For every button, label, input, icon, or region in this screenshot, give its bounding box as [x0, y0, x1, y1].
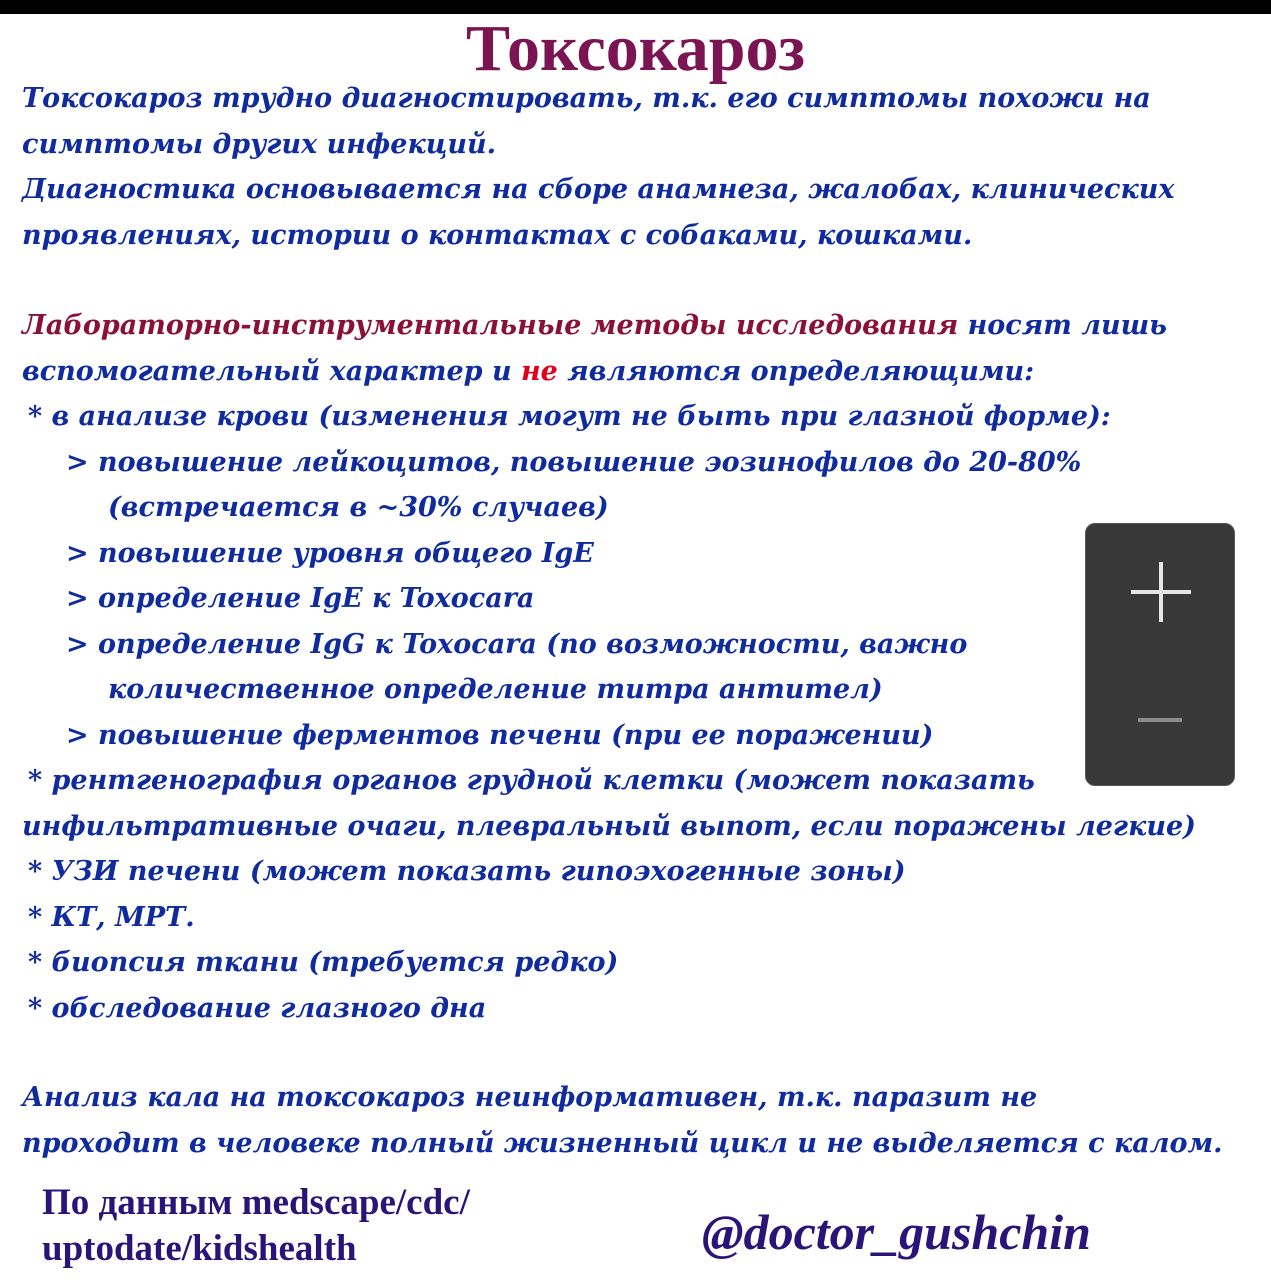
plus-icon-vertical	[1159, 562, 1163, 622]
author-handle: @doctor_gushchin	[702, 1204, 1091, 1260]
intro-line: симптомы других инфекций.	[22, 128, 497, 160]
stool-note	[22, 1075, 1262, 1166]
list-item: * биопсия ткани (требуется редко)	[28, 947, 619, 978]
list-item: * обследование глазного дна	[28, 992, 487, 1024]
negation-word: не	[520, 355, 558, 387]
zoom-controls	[1085, 523, 1235, 786]
lab-methods-part: являются определяющими:	[557, 355, 1035, 387]
sub-list-item: > повышение лейкоцитов, повышение эозинофилов до 20-80%	[66, 446, 1082, 478]
list-item-continued: инфильтративные очаги, плевральный выпот, если поражены легкие)	[22, 810, 1196, 842]
sub-list-item: > повышение уровня общего IgE	[66, 537, 594, 569]
lab-methods-rest: носят лишь	[958, 310, 1167, 341]
list-item: * в анализе крови (изменения могут не быть при глазной форме):	[28, 401, 1111, 432]
main-content	[22, 76, 1254, 1031]
sub-list-item: > определение IgE к Toxocara	[66, 583, 535, 614]
stool-note-line: проходит в человеке полный жизненный цикл и не выделяется с калом.	[22, 1127, 1223, 1159]
intro-line: проявлениях, истории о контактах с собаками, кошками.	[22, 219, 973, 251]
sub-list-item-continued: количественное определение титра антител)	[108, 674, 883, 705]
minus-icon	[1138, 718, 1182, 722]
spacer	[22, 258, 1254, 303]
sub-list-item-continued: (встречается в ~30% случаев)	[108, 492, 609, 523]
source-credit	[42, 1180, 642, 1272]
lab-methods-line	[22, 349, 1254, 395]
list-item: * рентгенография органов грудной клетки (может показать	[28, 765, 1035, 796]
intro-line: Токсокароз трудно диагностировать, т.к. его симптомы похожи на	[22, 83, 1151, 114]
list-item: * УЗИ печени (может показать гипоэхогенные зоны)	[28, 856, 906, 887]
zoom-in-button[interactable]	[1086, 524, 1234, 654]
source-line: uptodate/kidshealth	[42, 1228, 357, 1269]
sub-list-item: > повышение ферментов печени (при ее поражении)	[66, 719, 934, 751]
zoom-out-button[interactable]	[1086, 655, 1234, 785]
lab-methods-part: вспомогательный характер и	[22, 355, 521, 387]
source-line: По данным medscape/cdc/	[42, 1182, 470, 1223]
lab-methods-accent: Лабораторно-инструментальные методы исследования	[22, 310, 959, 341]
stool-note-line: Анализ кала на токсокароз неинформативен, т.к. паразит не	[22, 1082, 1038, 1113]
sub-list-item: > определение IgG к Toxocara (по возможности, важно	[66, 628, 968, 660]
lab-methods-line	[22, 303, 1254, 349]
page-title: Токсокароз	[466, 12, 805, 85]
list-item: * КТ, МРТ.	[28, 901, 195, 933]
intro-line: Диагностика основывается на сборе анамнеза, жалобах, клинических	[22, 174, 1175, 205]
